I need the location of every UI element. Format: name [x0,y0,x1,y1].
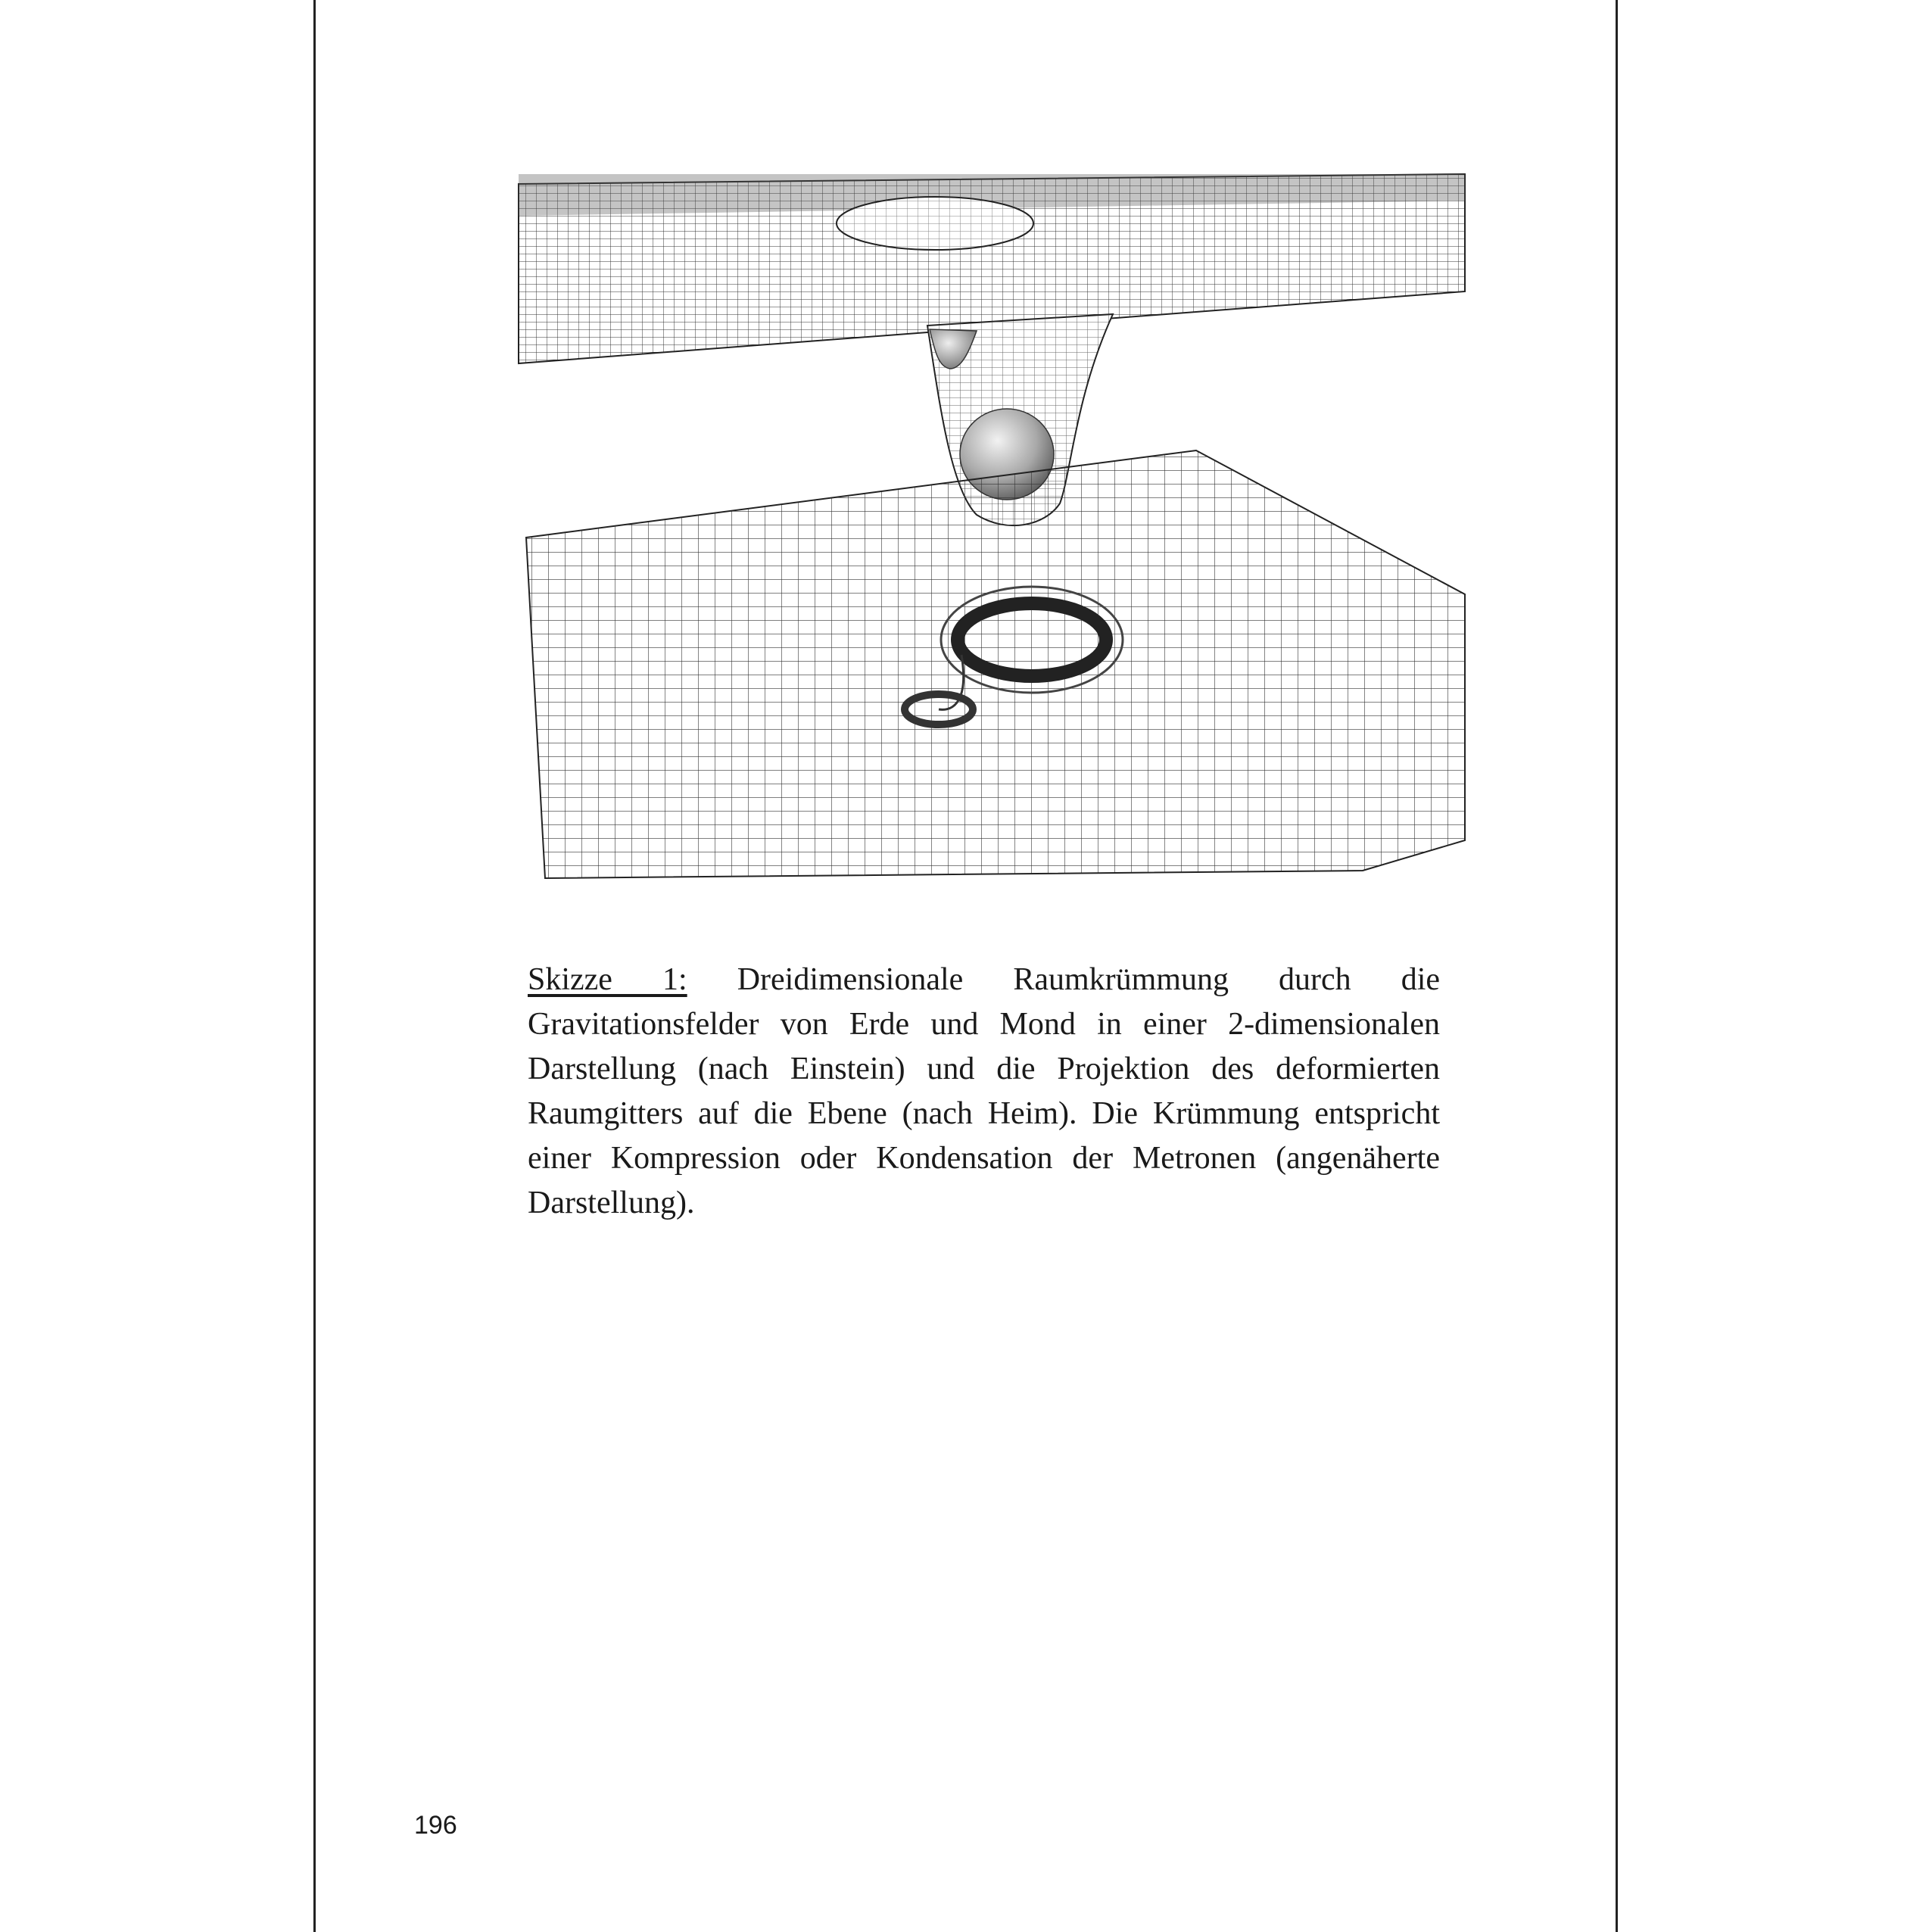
caption-text: Dreidimensionale Raumkrümmung durch die Gravitationsfelder von Erde und Mond in einer 2-dimensionalen Darstellung (nach Einstein) und die Projektion des deformierten Raumgitters auf die Ebene (nach Heim). Die Krümmung entspricht einer Kompression oder Kondensation der Metronen (angenäherte Darstellung). [528,962,1441,1220]
page-frame-right-line [1616,0,1618,1932]
projection-plane [526,450,1465,878]
spacetime-curvature-figure [515,170,1469,886]
caption-label: Skizze 1: [528,962,687,997]
page-number: 196 [414,1811,457,1840]
figure-caption [528,958,1440,1226]
page-frame-left-line [313,0,316,1932]
